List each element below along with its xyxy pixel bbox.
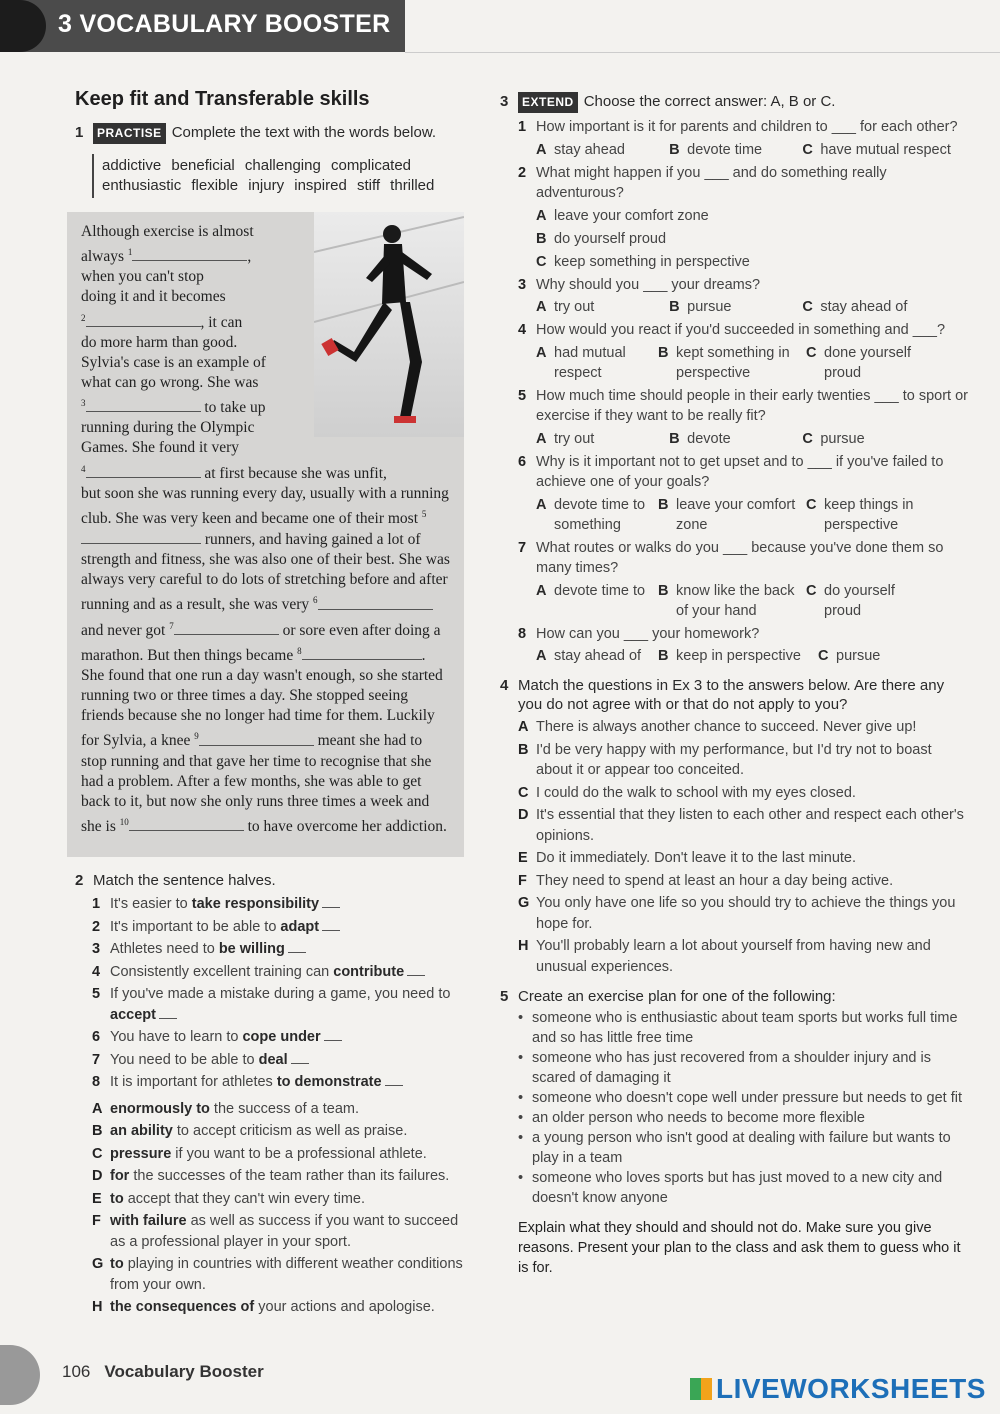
passage-line: . She found that one run a day wasn't enough, so she started running two or three times a day. She stopped seeing friends because she no longer had time for them. Luckily for Sylvia, a knee [81,647,443,750]
sentence-item: 2 It's important to be able to adapt [92,917,470,938]
passage-line: Sylvia's case is an example of [81,353,266,371]
option-c[interactable]: C stay ahead of [802,299,908,315]
match-blank[interactable] [291,1051,309,1064]
option-b[interactable]: B pursue [669,299,732,315]
option-a[interactable]: A had mutual respect [536,344,626,381]
question-text: What might happen if you ___ and do something really adventurous? [536,164,887,201]
exercise-number: 5 [500,988,509,1005]
question-text: What routes or walks do you ___ because you've done them so many times? [536,539,944,576]
question-text: How would you react if you'd succeeded in something and ___? [536,322,946,338]
match-blank[interactable] [322,918,340,931]
exercise-instruction: Complete the text with the words below. [171,124,436,141]
exercise-number: 2 [75,872,84,889]
option-a[interactable]: A stay ahead [536,141,625,158]
sentence-item: 6 You have to learn to cope under [92,1027,470,1048]
passage-line: always [81,248,125,266]
liveworksheets-logo[interactable] [690,1373,986,1405]
answer-blank-10[interactable] [129,816,244,831]
option-c[interactable]: C do yourself proud [806,582,895,619]
option-a[interactable]: A try out [536,430,595,447]
header-divider [405,52,1000,53]
answer-item: H You'll probably learn a lot about yourself from having new and unusual experiences. [518,938,931,975]
section-title: Keep fit and Transferable skills [75,88,370,110]
word-box: addictive beneficial challenging complicated enthusiastic flexible injury inspired stiff thrilled [92,154,470,198]
exercise-number: 1 [75,124,84,141]
option-b[interactable]: B do yourself proud [536,230,667,247]
option-a[interactable]: A devote time to [536,582,646,599]
bullet-list [518,1008,970,1208]
answer-blank-6[interactable] [318,595,433,610]
answer-item: B I'd be very happy with my performance, but I'd try not to boast about it or appear too conceited. [518,741,932,778]
exercise-instruction: Match the sentence halves. [93,872,276,889]
question-text: Why should you ___ your dreams? [536,276,761,293]
passage-line: Although exercise is almost [81,223,254,240]
passage-line: or sore even after doing a marathon. But then things became [81,621,441,665]
option-c[interactable]: C keep something in perspective [536,253,750,270]
match-blank[interactable] [407,963,425,976]
footer-label: Vocabulary Booster [104,1362,264,1381]
left-column [75,88,470,1320]
options-row [536,495,970,535]
sentence-ending: C pressure if you want to be a professional athlete. [92,1145,427,1162]
option-b[interactable]: B leave your comfort zone [658,496,796,533]
page-number: 106 [62,1362,91,1381]
answer-blank-2[interactable] [86,312,201,327]
answer-item: E Do it immediately. Don't leave it to the last minute. [518,850,857,866]
exercise-instruction: Match the questions in Ex 3 to the answers below. Are there any you do not agree with or that do not apply to you? [518,677,945,713]
question-text: How can you ___ your homework? [536,625,760,642]
answer-item: A There is always another chance to succeed. Never give up! [518,719,917,735]
answer-item: D It's essential that they listen to each other and respect each other's opinions. [518,807,964,844]
sentence-item: 7 You need to be able to deal [92,1050,470,1071]
answer-blank-8[interactable] [302,645,422,660]
passage-line: and never got [81,621,166,639]
passage-line: , it can [200,313,243,331]
passage-line: to take up [204,399,266,417]
sentence-ending: A enormously to the success of a team. [92,1100,360,1117]
logo-icon [690,1378,712,1400]
option-c[interactable]: C pursue [818,648,881,664]
exercise-1-heading [75,123,470,144]
answers-list [518,717,970,977]
exercise-number: 4 [500,677,509,694]
logo-text: LIVEWORKSHEETS [716,1373,986,1404]
sentence-item: 5 If you've made a mistake during a game, you need to accept [92,986,451,1023]
question-text: How much time should people in their early twenties ___ to sport or exercise if they want to be really fit? [536,387,968,424]
right-column [500,92,970,1278]
question-text: How important is it for parents and children to ___ for each other? [536,119,958,135]
answer-blank-9[interactable] [199,731,314,746]
exercise-2-heading [75,871,470,890]
option-c[interactable]: C keep things in perspective [806,496,914,533]
passage-line: running during the Olympic [81,419,255,437]
practise-tag: PRACTISE [93,123,166,144]
answer-item: F They need to spend at least an hour a day being active. [518,872,894,889]
option-a[interactable]: A leave your comfort zone [536,207,709,224]
page-footer [62,1362,264,1382]
option-c[interactable]: C pursue [802,430,865,447]
passage-line: do more harm than good. [81,333,238,351]
sentence-ending: G to playing in countries with different weather conditions from your own. [92,1256,463,1293]
match-blank[interactable] [324,1028,342,1041]
passage-line: runners, and having gained a lot of strength and fitness, she was also one of their best. She was always very careful to do lots of stretching before and after running and as a result, she was very [81,531,450,614]
answer-item: G You only have one life so you should try to achieve the things you hope for. [518,895,956,932]
match-blank[interactable] [322,895,340,908]
answer-blank-5[interactable] [81,529,201,544]
closing-instructions: Explain what they should and should not do. Make sure you give reasons. Present your plan to the class and ask them to guess who it is for. [518,1220,961,1276]
bullet-item: • an older person who needs to become more flexible [518,1108,970,1128]
match-blank[interactable] [159,1006,177,1019]
reading-passage-box [67,212,464,857]
sentence-item: 4 Consistently excellent training can contribute [92,962,470,983]
options-column [536,206,970,272]
passage-line: at first because she was unfit, [204,464,387,482]
bullet-item: • someone who doesn't cope well under pressure but needs to get fit [518,1088,970,1108]
answer-blank-7[interactable] [174,620,279,635]
sentence-item: 1 It's easier to take responsibility [92,894,470,915]
options-row [536,646,970,666]
bullet-item: • someone who has just recovered from a shoulder injury and is scared of damaging it [518,1048,970,1088]
option-b[interactable]: B know like the back of your hand [658,582,795,619]
exercise-number: 3 [500,93,509,110]
options-row [536,297,970,317]
page-edge-tab [0,1345,40,1405]
sentence-ending: D for the successes of the team rather than its failures. [92,1168,450,1184]
exercise-3-heading [500,92,970,113]
passage-line: meant she had to stop running and that gave her time to recognise that she had a problem. After a few months, she was able to get back to it, but now she only runs three times a week and she is [81,732,432,836]
exercise-instruction: Create an exercise plan for one of the following: [518,988,836,1005]
answer-blank-1[interactable] [132,246,247,261]
option-a[interactable]: A stay ahead of [536,648,642,664]
option-a[interactable]: A try out [536,299,595,315]
sentence-endings-list [92,1099,470,1318]
bullet-item: • someone who is enthusiastic about team sports but works full time and so has little free time [518,1008,970,1048]
options-row [536,343,970,383]
sentence-beginnings-list [92,894,470,1093]
option-c[interactable]: C done yourself proud [806,344,912,381]
passage-line: to have overcome her addiction. [247,818,447,836]
option-c[interactable]: C have mutual respect [802,141,951,158]
options-row [536,581,970,621]
exercise-4-heading [500,676,970,714]
option-b[interactable]: B devote time [669,141,763,158]
options-row [536,429,970,449]
passage-line: but soon she was running every day, usually with a running club. She was very keen and became one of their most [81,484,449,527]
match-blank[interactable] [288,940,306,953]
passage-line: what can go wrong. She was [81,373,259,391]
sentence-ending: B an ability to accept criticism as well as praise. [92,1123,408,1139]
question-list: 1 How important is it for parents and children to ___ for each other? A stay ahead B devote time C have mutual respect 2 What might happen if you ___ and do something really adventurous? A leave your comfort zone B do yourself proud C keep something in perspective 3 Why should you ___ your dreams? A try out B pursue C stay ahead of 4 How would you react if you'd succeeded in something and ___? A had mutual respect B kept something in perspective C done yourself proud 5 How much time should people in their early twenties ___ to sport or exercise if they want to be really fit? A try out B devote C pursue 6 Why is it important not to get upset and to ___ if you've failed to achieve one of your goals? A devote time to something B leave your comfort zone C keep things in perspective 7 What routes or walks do you ___ because you've done them so many times? A devote time to B know like the back of your hand C do yourself proud 8 How can you ___ your homework? A stay ahead of B keep in perspective C pursue [518,119,968,664]
answer-item: C I could do the walk to school with my eyes closed. [518,784,856,801]
option-a[interactable]: A devote time to something [536,496,646,533]
option-b[interactable]: B keep in perspective [658,648,801,664]
answer-blank-3[interactable] [86,397,201,412]
exercise-instruction: Choose the correct answer: A, B or C. [583,93,836,110]
option-b[interactable]: B devote [669,430,731,447]
exercise-5-heading [500,987,970,1006]
sentence-item: 8 It is important for athletes to demonstrate [92,1072,470,1093]
answer-blank-4[interactable] [86,463,201,478]
option-b[interactable]: B kept something in perspective [658,344,790,381]
sentence-ending: H the consequences of your actions and apologise. [92,1299,435,1315]
page-header-title: 3 VOCABULARY BOOSTER [58,10,391,38]
passage-line: Games. She found it very [81,439,239,457]
bullet-item: • a young person who isn't good at dealing with failure but wants to play in a team [518,1128,970,1168]
passage-line: doing it and it becomes [81,288,226,306]
sentence-item: 3 Athletes need to be willing [92,939,470,960]
options-row [536,140,970,160]
sentence-ending: F with failure as well as success if you want to succeed as a professional player in your sport. [92,1213,459,1250]
passage-text: Although exercise is almost always $^1$ , when you can't stop doing it and it becomes $^2$ , it can do more harm than good. Sylvia's case is an example of what can go wrong. She was $^3$ to take up running during the Olympic Games. She found it very $^4$ at first because she was unfit, but soon she was running every day, usually with a running club. She was very keen and became one of their most $^5$ runners, and having gained a lot of strength and fitness, she was also one of their best. She was always very careful to do lots of stretching before and after running and as a result, she was very $^6$ and never got $^7$ or sore even after doing a marathon. But then things became $^8$ . She found that one run a day wasn't enough, so she started running two or three times a day. She stopped seeing friends because she no longer had time for them. Luckily for Sylvia, a knee $^9$ meant she had to stop running and that gave her time to recognise that she had a problem. After a few months, she was able to get back to it, but now she only runs three times a week and she is $^{10}$ to have overcome her addiction. [81,223,450,836]
question-text: Why is it important not to get upset and to ___ if you've failed to achieve one of your goals? [536,453,944,490]
extend-tag: EXTEND [518,92,578,113]
bullet-item: • someone who loves sports but has just moved to a new city and doesn't know anyone [518,1168,970,1208]
passage-line: when you can't stop [81,268,204,286]
match-blank[interactable] [385,1073,403,1086]
sentence-ending: E to accept that they can't win every time. [92,1190,366,1207]
